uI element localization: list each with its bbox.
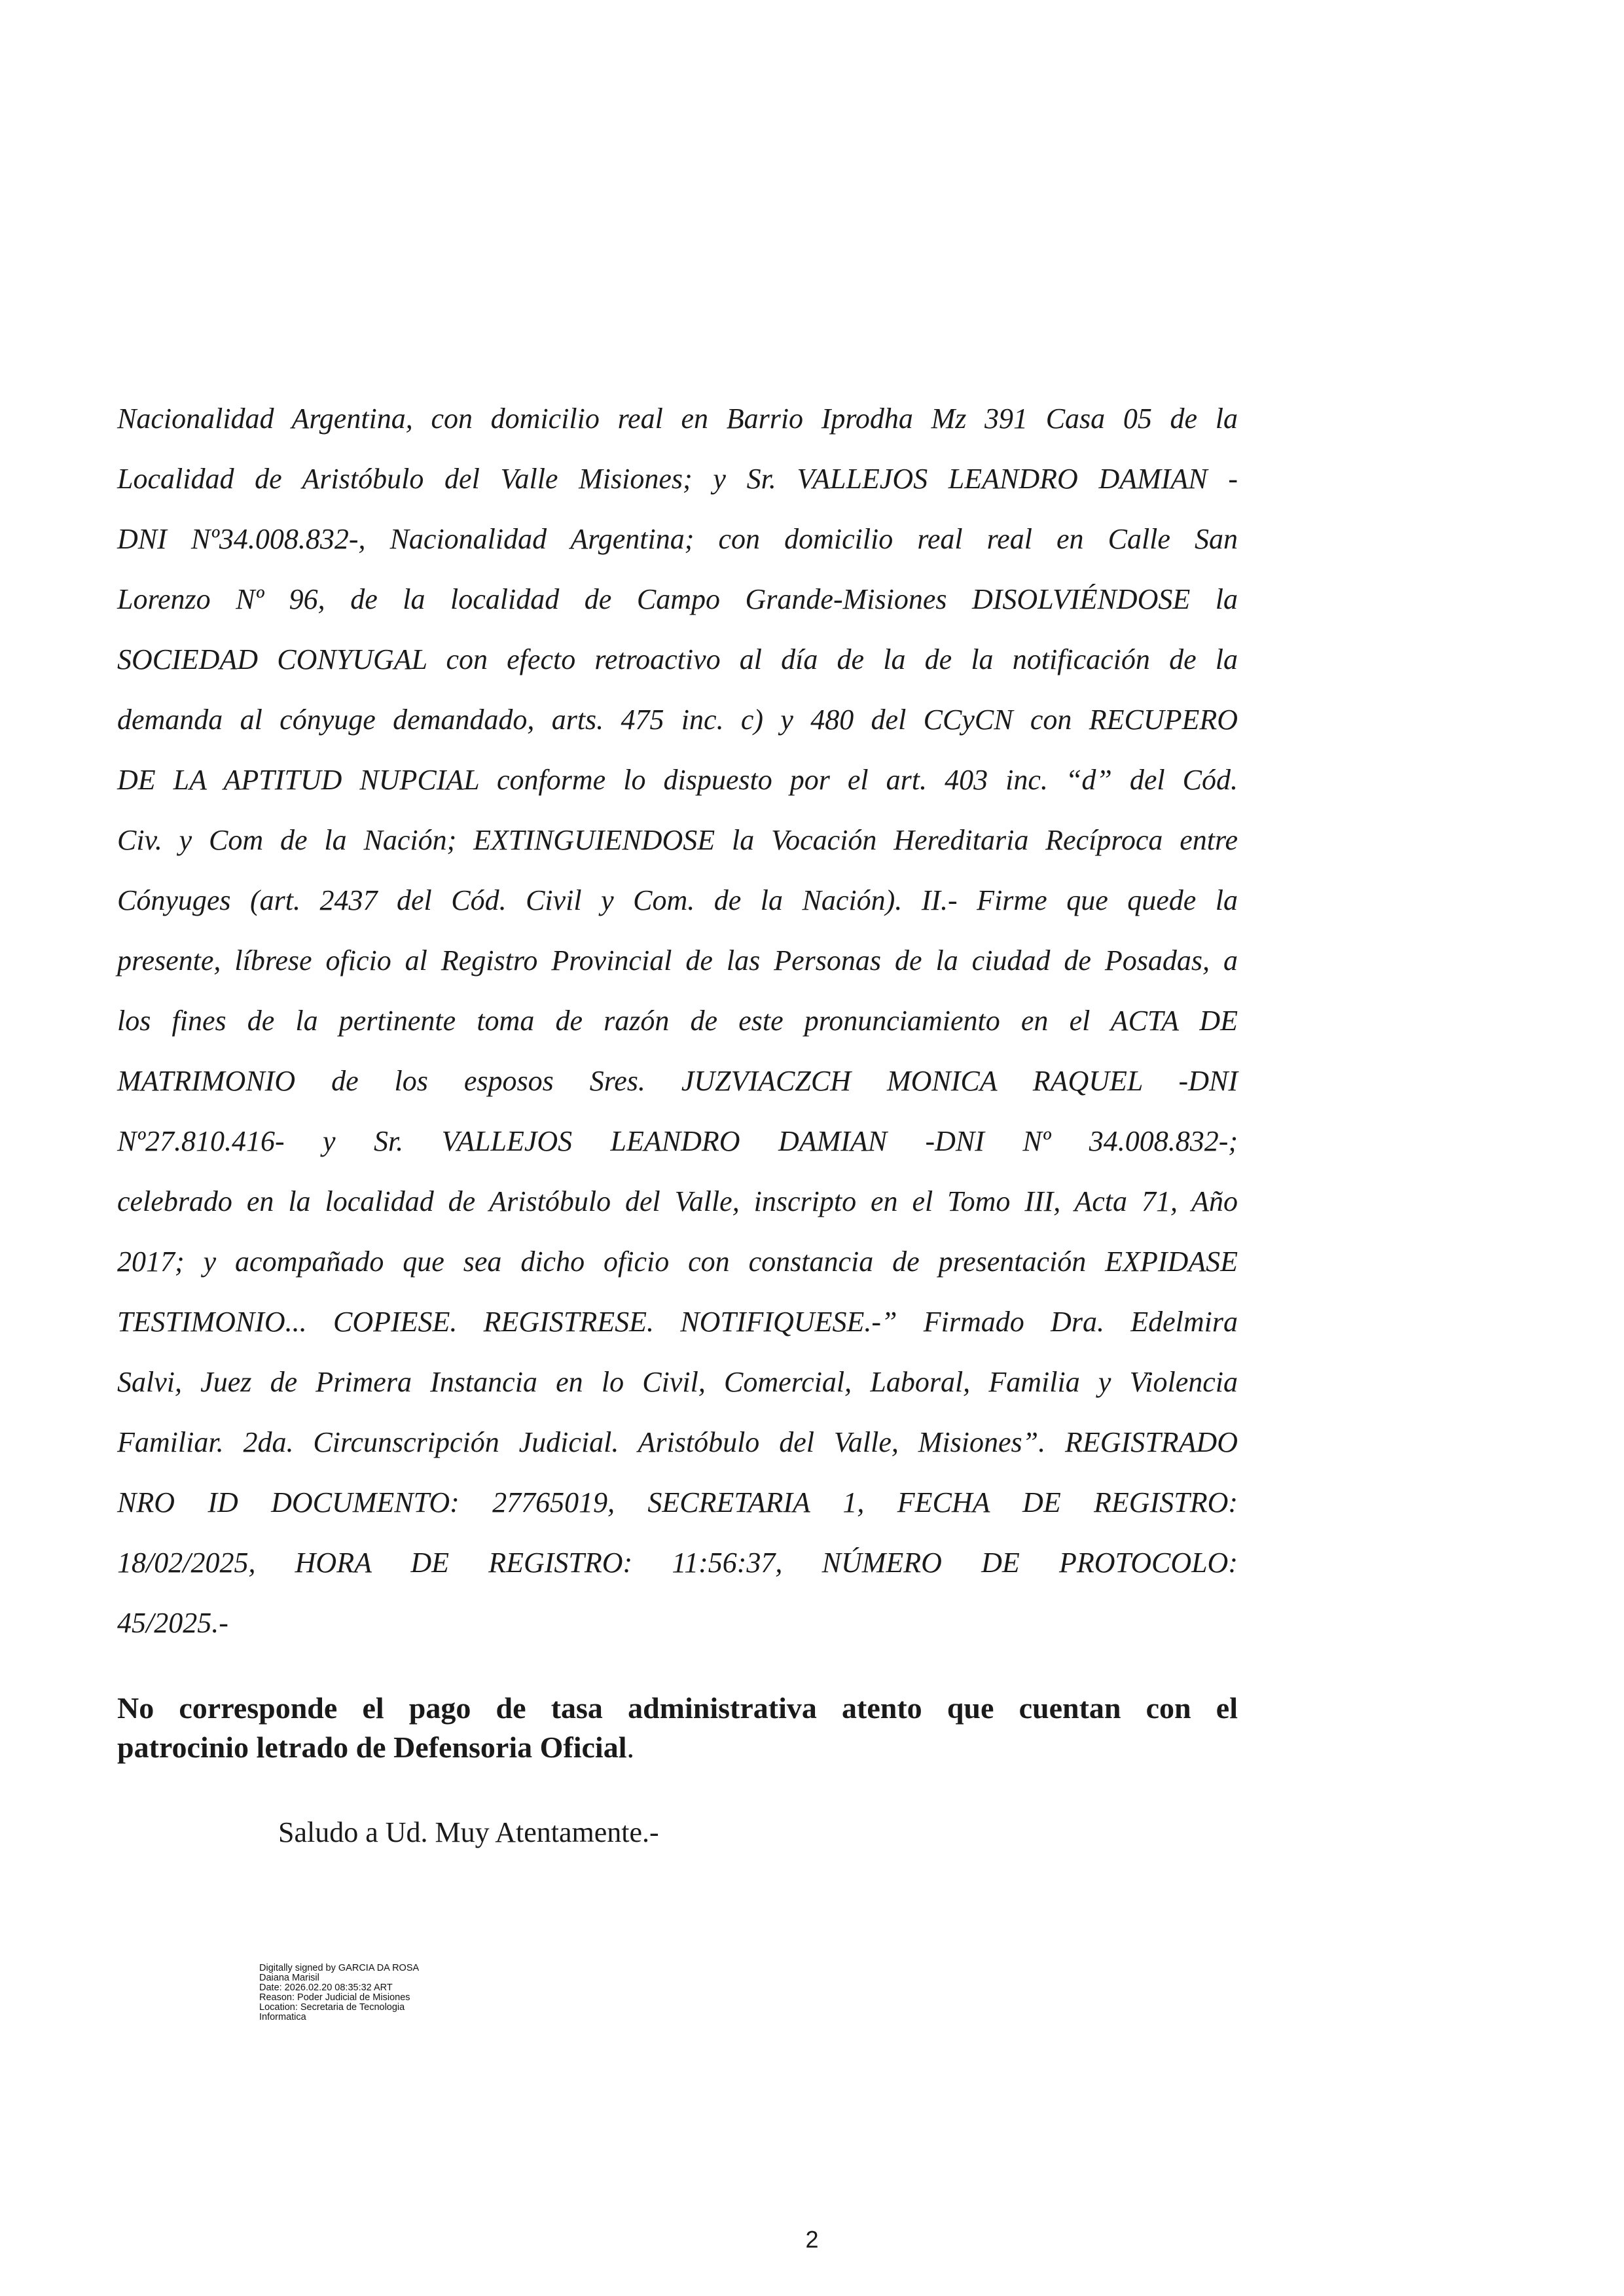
body-line: Cónyuges (art. 2437 del Cód. Civil y Com. de la Nación). II.- Firme que quede la <box>117 884 1238 916</box>
body-line: 2017; y acompañado que sea dicho oficio con constancia de presentación EXPIDASE <box>117 1246 1238 1278</box>
signature-line: Daiana Marisil <box>259 1973 319 1983</box>
body-line: demanda al cónyuge demandado, arts. 475 inc. c) y 480 del CCyCN con RECUPERO <box>117 704 1238 736</box>
signature-line: Informatica <box>259 2012 306 2022</box>
body-line: Localidad de Aristóbulo del Valle Misiones; y Sr. VALLEJOS LEANDRO DAMIAN - <box>117 463 1238 495</box>
body-line: Nº27.810.416- y Sr. VALLEJOS LEANDRO DAMIAN -DNI Nº 34.008.832-; <box>117 1125 1238 1157</box>
signature-line: Location: Secretaria de Tecnologia <box>259 2002 405 2013</box>
body-line: los fines de la pertinente toma de razón de este pronunciamiento en el ACTA DE <box>117 1005 1238 1037</box>
fee-notice-line: No corresponde el pago de tasa administrativa atento que cuentan con el <box>117 1691 1238 1725</box>
signature-line: Reason: Poder Judicial de Misiones <box>259 1992 410 2003</box>
closing-salutation: Saludo a Ud. Muy Atentamente.- <box>278 1816 659 1848</box>
signature-line: Date: 2026.02.20 08:35:32 ART <box>259 1982 393 1993</box>
body-line: MATRIMONIO de los esposos Sres. JUZVIACZCH MONICA RAQUEL -DNI <box>117 1065 1238 1097</box>
body-line: DE LA APTITUD NUPCIAL conforme lo dispuesto por el art. 403 inc. “d” del Cód. <box>117 764 1238 796</box>
body-line: 18/02/2025, HORA DE REGISTRO: 11:56:37, NÚMERO DE PROTOCOLO: <box>117 1547 1238 1579</box>
fee-notice-period: . <box>626 1731 634 1764</box>
body-text <box>117 389 1238 1653</box>
body-line: NRO ID DOCUMENTO: 27765019, SECRETARIA 1, FECHA DE REGISTRO: <box>117 1486 1238 1518</box>
digital-signature-block <box>259 1964 419 2022</box>
body-line: Civ. y Com de la Nación; EXTINGUIENDOSE la Vocación Hereditaria Recíproca entre <box>117 824 1238 856</box>
body-line: Lorenzo Nº 96, de la localidad de Campo Grande-Misiones DISOLVIÉNDOSE la <box>117 583 1238 615</box>
signature-line: Digitally signed by GARCIA DA ROSA <box>259 1963 420 1973</box>
body-line: SOCIEDAD CONYUGAL con efecto retroactivo al día de la de la notificación de la <box>117 643 1238 675</box>
body-line: 45/2025.- <box>117 1607 228 1639</box>
body-line: DNI Nº34.008.832-, Nacionalidad Argentina; con domicilio real real en Calle San <box>117 523 1238 555</box>
body-line: Familiar. 2da. Circunscripción Judicial. Aristóbulo del Valle, Misiones”. REGISTRADO <box>117 1426 1238 1458</box>
body-line: presente, líbrese oficio al Registro Provincial de las Personas de la ciudad de Posadas, a <box>117 944 1238 977</box>
fee-notice-text: patrocinio letrado de Defensoria Oficial <box>117 1731 627 1764</box>
body-line: TESTIMONIO... COPIESE. REGISTRESE. NOTIFIQUESE.-” Firmado Dra. Edelmira <box>117 1306 1238 1338</box>
fee-notice <box>117 1689 1238 1767</box>
page-number: 2 <box>805 2226 819 2253</box>
body-line: celebrado en la localidad de Aristóbulo del Valle, inscripto en el Tomo III, Acta 71, Año <box>117 1185 1238 1217</box>
body-line: Salvi, Juez de Primera Instancia en lo Civil, Comercial, Laboral, Familia y Violencia <box>117 1366 1238 1398</box>
body-line: Nacionalidad Argentina, con domicilio real en Barrio Iprodha Mz 391 Casa 05 de la <box>117 403 1238 435</box>
fee-notice-line <box>117 1728 1238 1767</box>
